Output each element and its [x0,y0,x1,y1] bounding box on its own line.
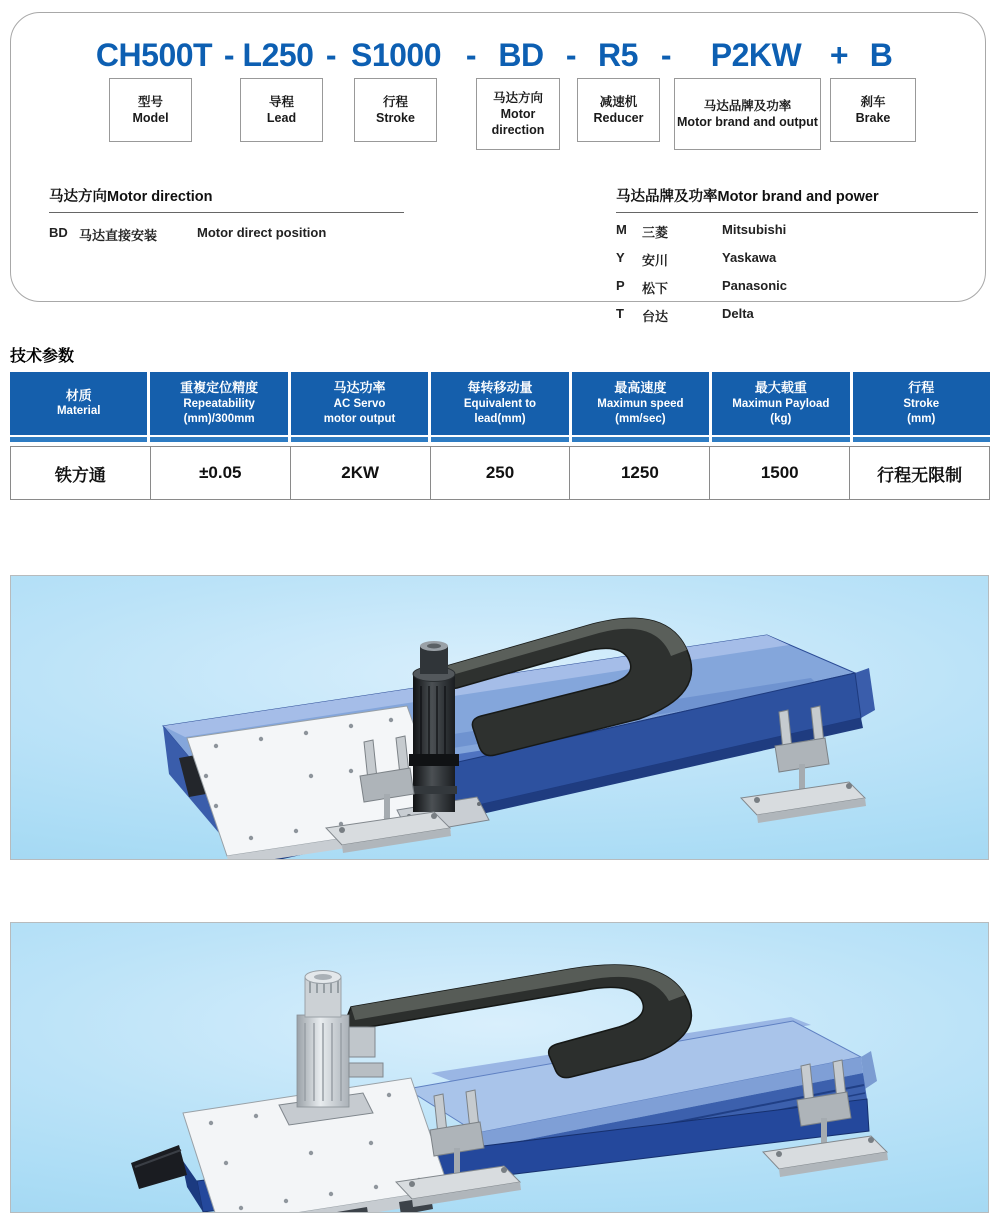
motor-brand-code: T [616,306,624,321]
table-header-max-payload: 最大载重 Maximun Payload (kg) [712,372,849,442]
table-data-row [10,446,990,500]
model-code-separator: - [325,37,337,73]
spec-box-en: Lead [266,111,297,125]
motor-brand-zh: 松下 [642,281,669,296]
model-code-segment: BD [498,37,544,73]
cell-max-speed: 1250 [570,447,710,499]
cell-motor-output: 2KW [291,447,431,499]
cell-lead: 250 [431,447,571,499]
model-code-separator: - [565,37,577,73]
model-code-segment: S1000 [350,37,442,73]
motor-brand-item [616,250,978,269]
model-code-panel [10,12,986,324]
model-code-separator: - [223,37,235,73]
cell-stroke: 行程无限制 [877,465,963,485]
product-image-2 [10,922,989,1213]
spec-box-reducer [577,78,660,142]
spec-box-zh: 导程 [268,94,294,109]
table-header-lead: 每转移动量 Equivalent to lead(mm) [431,372,568,442]
table-header-row [10,372,990,442]
spec-box-zh: 马达方向 [492,90,543,105]
product-render-covered-stage [11,923,988,1212]
model-code-segment: B [869,37,893,73]
motor-brand-title: 马达品牌及功率Motor brand and power [616,185,978,213]
motor-brand-item [616,306,978,325]
motor-brand-zh: 台达 [642,309,669,324]
header-strip [712,437,849,442]
header-strip [10,437,147,442]
motor-brand-item [616,222,978,241]
header-strip [853,437,990,442]
motor-direction-zh: 马达直接安装 [79,228,158,243]
header-strip [572,437,709,442]
model-code-separator: + [829,37,849,73]
spec-box-zh: 型号 [137,94,163,109]
motor-direction-item [49,225,404,244]
motor-brand-section [616,185,978,325]
cell-max-payload: 1500 [710,447,850,499]
motor-direction-en: Motor direct position [197,225,327,240]
spec-box-en: Reducer [593,111,644,125]
model-code-segment: CH500T [95,37,213,73]
table-header-repeatability: 重複定位精度 Repeatability (mm)/300mm [150,372,287,442]
header-strip [291,437,428,442]
spec-box-en: Motor direction [491,106,545,138]
model-code-segment: P2KW [710,37,802,73]
spec-box-en: Model [132,111,169,125]
spec-box-zh: 行程 [382,94,408,109]
model-code-separator: - [465,37,477,73]
spec-box-zh: 减速机 [599,94,638,109]
motor-direction-section [49,185,404,244]
spec-box-model [109,78,192,142]
table-header-max-speed: 最高速度 Maximun speed (mm/sec) [572,372,709,442]
cell-material: 铁方通 [11,447,151,499]
model-code-segment: R5 [598,37,638,73]
model-code-separator: - [660,37,672,73]
motor-brand-zh: 三菱 [642,225,669,240]
spec-box-lead [240,78,323,142]
header-strip [431,437,568,442]
spec-box-en: Brake [855,111,891,125]
motor-brand-zh: 安川 [642,253,669,268]
product-render-open-stage [11,576,988,859]
motor-brand-code: P [616,278,625,293]
cell-repeatability: ±0.05 [151,447,291,499]
motor-brand-code: M [616,222,627,237]
tech-params-title: 技术参数 [10,348,75,365]
motor-direction-code: BD [49,225,68,240]
table-header-motor-output: 马达功率 AC Servo motor output [291,372,428,442]
motor-brand-item [616,278,978,297]
motor-brand-code: Y [616,250,625,265]
motor-brand-en: Delta [722,306,754,321]
tech-params-table [10,372,990,500]
table-header-material: 材质 Material [10,372,147,442]
spec-box-en: Motor brand and output [677,115,818,129]
spec-box-motor-brand [674,78,821,150]
motor-brand-en: Mitsubishi [722,222,787,237]
model-code-segment: L250 [242,37,314,73]
header-strip [150,437,287,442]
table-header-stroke: 行程 Stroke (mm) [853,372,990,442]
motor-direction-title: 马达方向Motor direction [49,185,404,213]
spec-box-motor-direction [476,78,560,150]
spec-box-zh: 刹车 [860,94,886,109]
spec-box-brake [830,78,916,142]
spec-box-en: Stroke [376,111,415,125]
spec-box-stroke [354,78,437,142]
spec-box-zh: 马达品牌及功率 [703,98,792,113]
motor-brand-en: Panasonic [722,278,788,293]
motor-brand-en: Yaskawa [722,250,777,265]
product-image-1 [10,575,989,860]
